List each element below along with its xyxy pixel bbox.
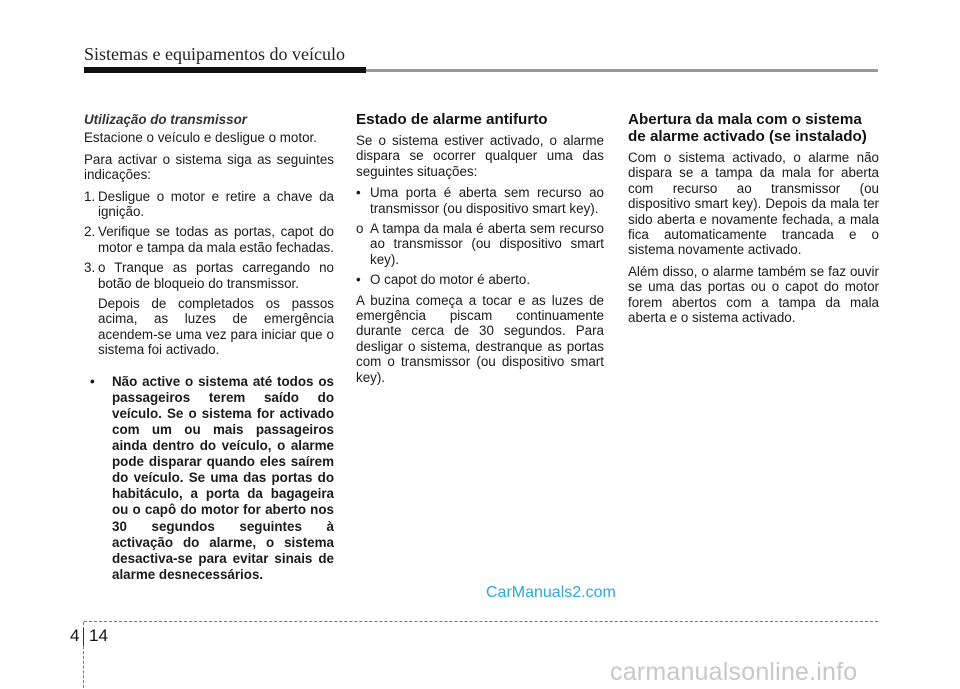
paragraph: Além disso, o alarme também se faz ouvir se uma das portas ou o capot do motor forem abertos com a tampa da mala aberta e o sistema activado.: [628, 263, 879, 326]
column-1: [84, 112, 334, 583]
list-item-text: Uma porta é aberta sem recurso ao transmissor (ou dispositivo smart key).: [370, 185, 604, 216]
paragraph: Com o sistema activado, o alarme não dispara se a tampa da mala for aberta com recurso ao transmissor (ou dispositivo smart key). Depois da mala ter sido aberta e novamente fechada, a mala fica automaticamente trancada e o sistema novamente activado.: [628, 150, 879, 258]
list-item: [356, 272, 604, 287]
bullet: •: [356, 272, 361, 288]
watermark-link[interactable]: CarManuals2.com: [486, 584, 616, 601]
bullet: •: [356, 185, 361, 201]
page-number: 14: [89, 626, 108, 645]
list-number: 3.: [84, 260, 96, 276]
paragraph: Estacione o veículo e desligue o motor.: [84, 130, 317, 146]
list-number: 1.: [84, 188, 96, 204]
header-rule-accent: [84, 67, 366, 73]
list-item-text: Verifique se todas as portas, capot do motor e tampa da mala estão fechadas.: [98, 224, 334, 255]
list-item: [84, 260, 334, 291]
bullet: o: [356, 221, 364, 237]
page-title: Sistemas e equipamentos do veículo: [84, 44, 345, 64]
section-heading: Abertura da mala com o sistema de alarme activado (se instalado): [628, 111, 867, 145]
list-item-text: A tampa da mala é aberta sem recurso ao transmissor (ou dispositivo smart key).: [370, 221, 604, 267]
section-heading: Estado de alarme antifurto: [356, 111, 548, 128]
column-2: [356, 111, 604, 391]
page-number-divider: [83, 628, 84, 646]
warning-text: Não active o sistema até todos os passageiros terem saído do veículo. Se o sistema for activado com um ou mais passageiros ainda dentro do veículo, o alarme pode disparar quando eles saírem do veículo. Se uma das portas do habitáculo, a porta da bagageira ou o capô do motor for aberto nos 30 segundos seguintes à activação do alarme, o sistema desactiva-se para evitar sinais de alarme desnecessários.: [112, 373, 334, 582]
warning-note: [84, 374, 334, 583]
paragraph: Depois de completados os passos acima, as luzes de emergência acendem-se uma vez para iniciar que o sistema foi activado.: [98, 296, 334, 358]
paragraph: A buzina começa a tocar e as luzes de emergência piscam continuamente durante cerca de 30 segundos. Para desligar o sistema, destranque as portas com o transmissor (ou dispositivo smart key).: [356, 292, 604, 385]
chapter-number: 4: [70, 626, 80, 645]
section-subhead: Utilização do transmissor: [84, 112, 247, 127]
list-item: [84, 224, 334, 255]
bullet: •: [90, 373, 95, 389]
column-3: [628, 111, 879, 331]
footer-site-watermark: carmanualsonline.info: [610, 658, 858, 686]
list-item-text: O capot do motor é aberto.: [370, 272, 531, 288]
list-number: 2.: [84, 224, 96, 240]
footer-rule: [84, 621, 878, 622]
list-item: [356, 221, 604, 267]
list-item-text: o Tranque as portas carregando no botão de bloqueio do transmissor.: [98, 260, 334, 291]
list-item: [356, 185, 604, 216]
list-item: [84, 189, 334, 220]
paragraph: Se o sistema estiver activado, o alarme dispara se ocorrer qualquer uma das seguintes situações:: [356, 133, 604, 179]
paragraph: Para activar o sistema siga as seguintes indicações:: [84, 151, 334, 183]
list-item-text: Desligue o motor e retire a chave da ignição.: [98, 188, 334, 220]
